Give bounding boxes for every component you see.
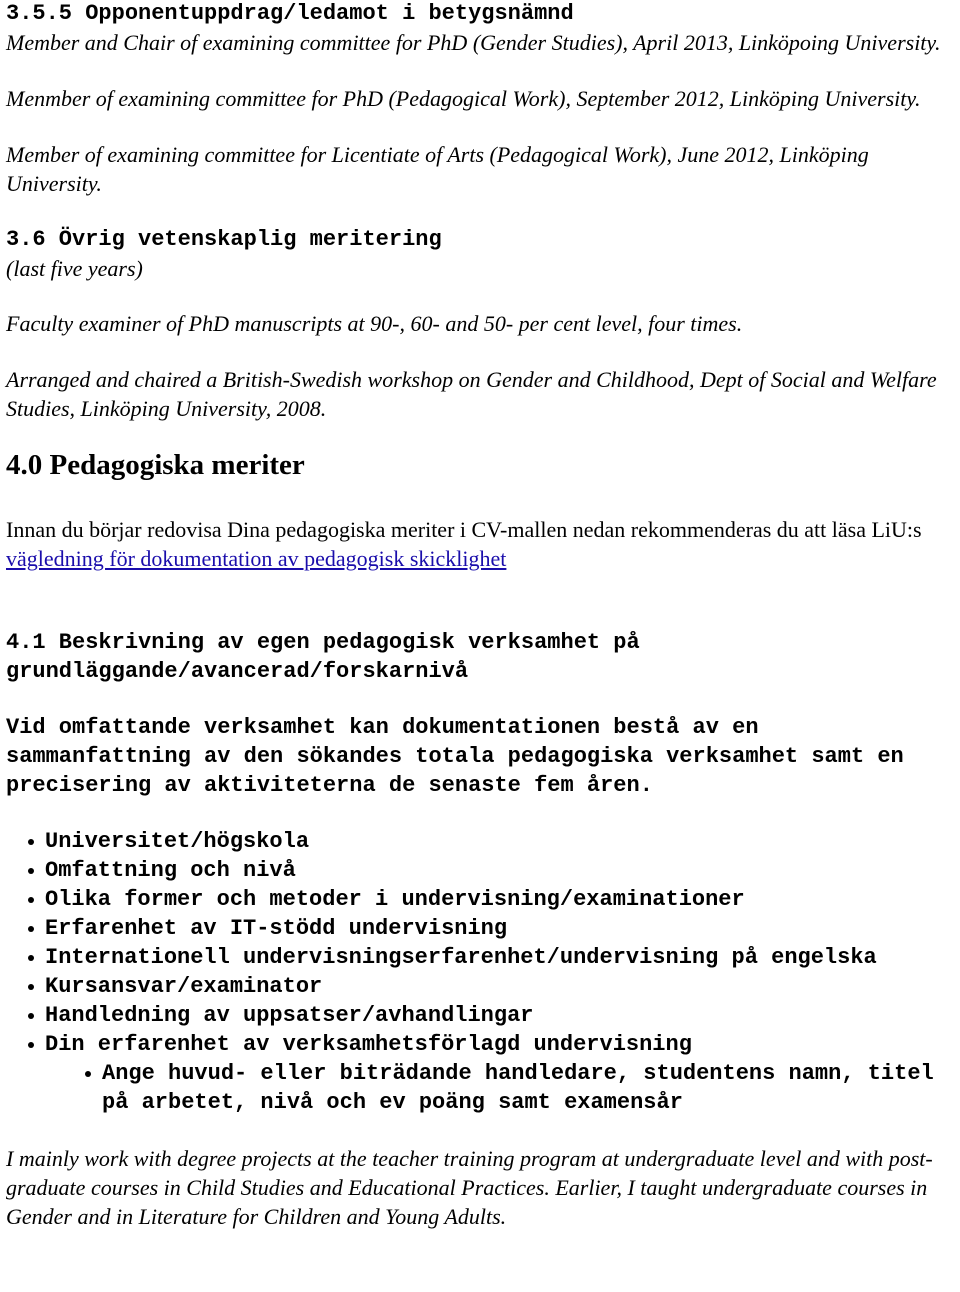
list-item [24, 1030, 954, 1117]
committee-item-3: Member of examining committee for Licentiate of Arts (Pedagogical Work), June 2012, Linköping University. [6, 142, 869, 196]
list-item [24, 943, 954, 972]
section-subtitle: (last five years) [6, 256, 143, 281]
list-item-text: Omfattning och nivå [45, 858, 296, 883]
bullet-icon [28, 984, 34, 990]
list-item [24, 914, 954, 943]
section-heading-4-1: 4.1 Beskrivning av egen pedagogisk verksamhet på grundläggande/avancerad/forskarnivå [6, 630, 653, 684]
bullet-icon [28, 897, 34, 903]
bullet-icon [28, 1013, 34, 1019]
list-item [24, 1001, 954, 1030]
pedagogical-intro-text: Innan du börjar redovisa Dina pedagogiska meriter i CV-mallen nedan rekommenderas du att läsa LiU:s [6, 517, 922, 542]
bullet-icon [28, 955, 34, 961]
sub-list-item-text: Ange huvud- eller biträdande handledare, studentens namn, titel på arbetet, nivå och ev poäng samt examensår [102, 1061, 934, 1115]
bullet-icon [28, 868, 34, 874]
list-item-text: Din erfarenhet av verksamhetsförlagd undervisning [45, 1032, 692, 1057]
pedagogical-intro [6, 515, 954, 573]
list-item [24, 972, 954, 1001]
bullet-icon [28, 839, 34, 845]
list-item [24, 885, 954, 914]
merit-item-2: Arranged and chaired a British-Swedish workshop on Gender and Childhood, Dept of Social and Welfare Studies, Linköping University, 2008. [6, 367, 937, 421]
bullet-icon [28, 1042, 34, 1048]
merit-item-1: Faculty examiner of PhD manuscripts at 90-, 60- and 50- per cent level, four times. [6, 311, 743, 336]
list-item [24, 856, 954, 885]
closing-paragraph: I mainly work with degree projects at the teacher training program at undergraduate level and with post-graduate courses in Child Studies and Educational Practices. Earlier, I taught undergraduate courses in Gender and in Literature for Children and Young Adults. [6, 1146, 933, 1229]
section-heading-4-0: 4.0 Pedagogiska meriter [6, 449, 305, 481]
section-heading-3-6: 3.6 Övrig vetenskaplig meritering [6, 227, 442, 252]
guidance-link[interactable]: vägledning för dokumentation av pedagogisk skicklighet [6, 546, 507, 571]
committee-item-1: Member and Chair of examining committee for PhD (Gender Studies), April 2013, Linköpoing University. [6, 30, 941, 55]
list-item-text: Kursansvar/examinator [45, 974, 323, 999]
bullet-list [6, 827, 954, 1117]
list-item-text: Universitet/högskola [45, 829, 310, 854]
bullet-icon [85, 1071, 91, 1077]
list-item-text: Internationell undervisningserfarenhet/undervisning på engelska [45, 945, 877, 970]
committee-item-2: Menmber of examining committee for PhD (Pedagogical Work), September 2012, Linköping University. [6, 86, 921, 111]
sub-list-item [81, 1059, 954, 1117]
list-item [24, 827, 954, 856]
section-heading-3-5-5: 3.5.5 Opponentuppdrag/ledamot i betygsnämnd [6, 1, 574, 26]
section-4-1-intro: Vid omfattande verksamhet kan dokumentationen bestå av en sammanfattning av den sökandes totala pedagogiska verksamhet samt en precisering av aktiviteterna de senaste fem åren. [6, 715, 904, 798]
list-item-text: Erfarenhet av IT-stödd undervisning [45, 916, 508, 941]
list-item-text: Olika former och metoder i undervisning/examinationer [45, 887, 745, 912]
sub-bullet-list [45, 1059, 954, 1117]
bullet-icon [28, 926, 34, 932]
list-item-text: Handledning av uppsatser/avhandlingar [45, 1003, 534, 1028]
